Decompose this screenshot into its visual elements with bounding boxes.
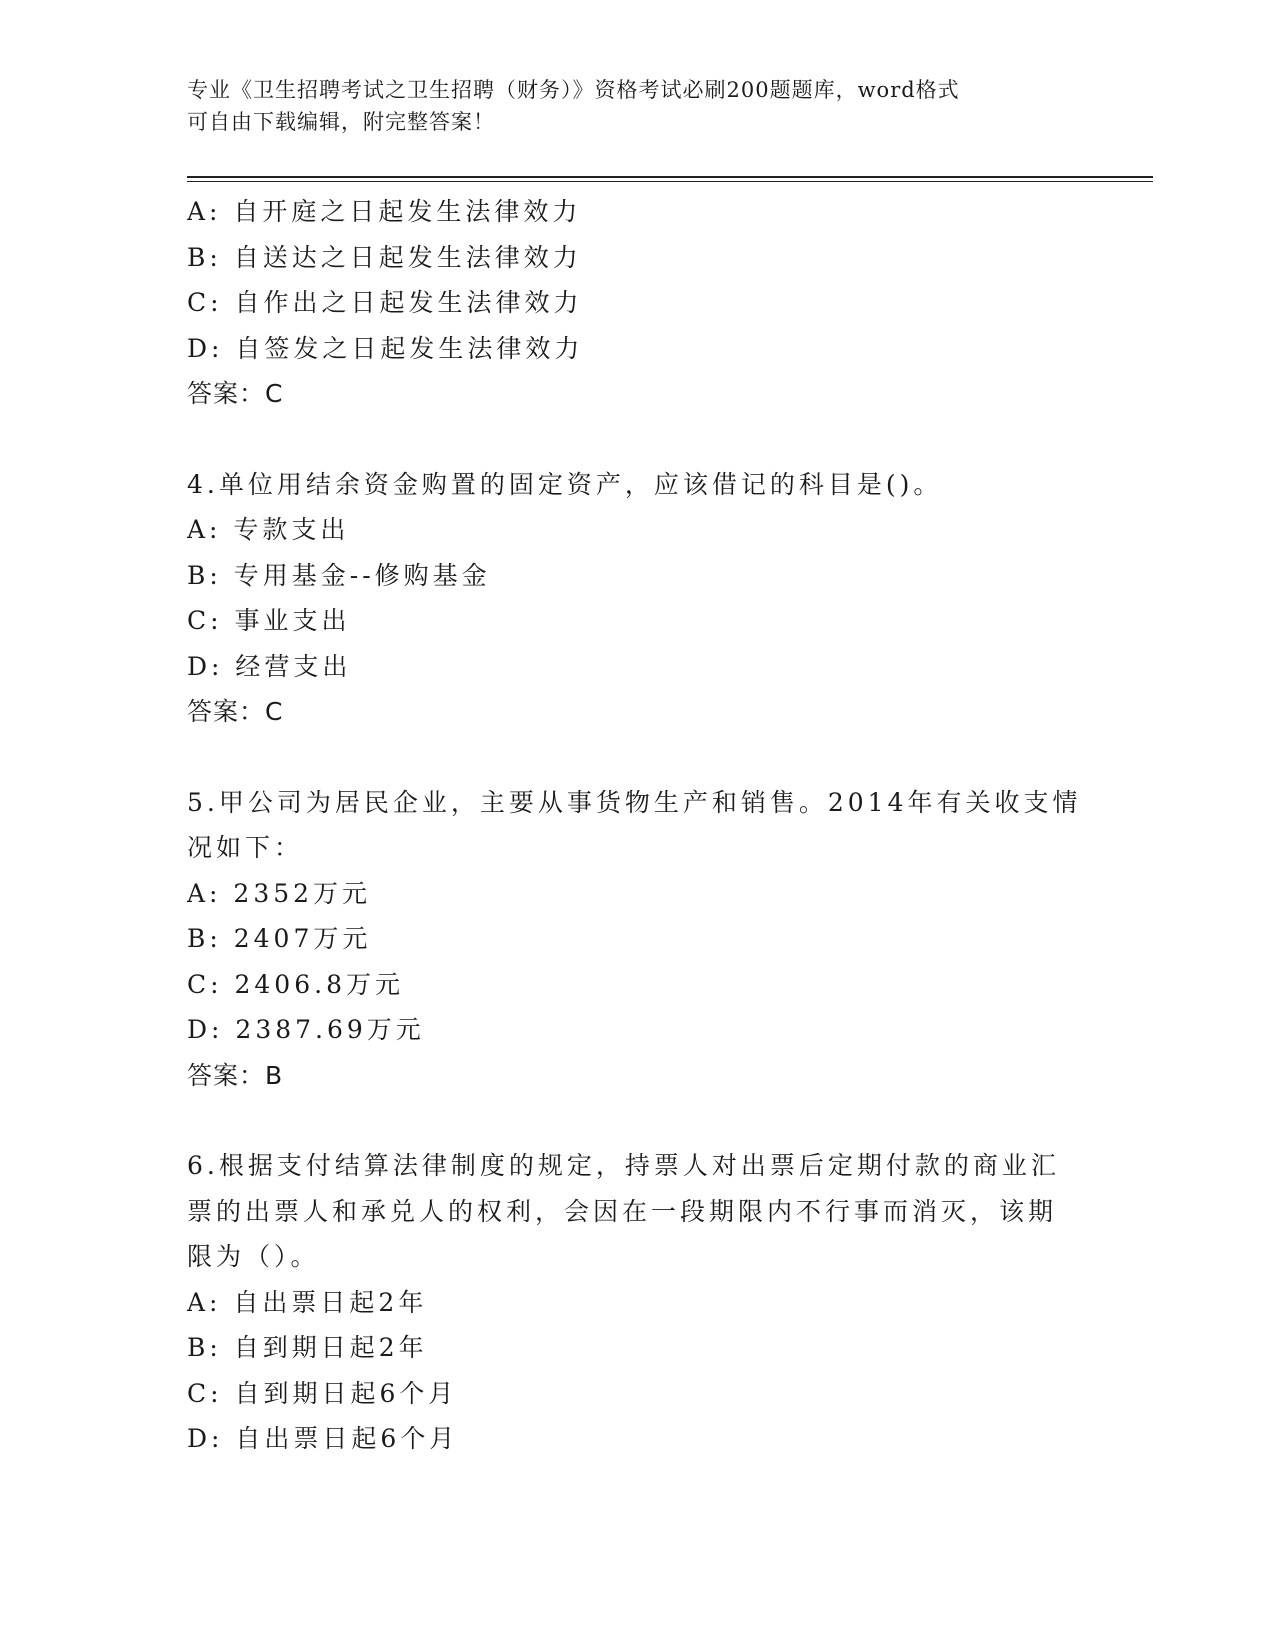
header-title-line-1: 专业《卫生招聘考试之卫生招聘（财务）》资格考试必刷200题题库，word格式 <box>187 78 960 102</box>
option-c: C: 自作出之日起发生法律效力 <box>187 288 583 317</box>
option-a: A: 2352万元 <box>187 878 372 908</box>
question-5 <box>187 780 1082 1099</box>
question-stem-line: 票的出票人和承兑人的权利，会因在一段期限内不行事而消灭，该期 <box>187 1196 1058 1226</box>
header-divider-thin <box>187 181 1153 182</box>
question-stem-line: 况如下： <box>187 833 304 862</box>
option-d: D: 自签发之日起发生法律效力 <box>187 333 584 363</box>
option-b: B: 自送达之日起发生法律效力 <box>187 242 582 272</box>
answer: 答案：C <box>187 697 284 726</box>
spacer <box>187 735 1067 780</box>
question-3 <box>187 189 1067 417</box>
option-b: B: 专用基金--修购基金 <box>187 560 491 590</box>
option-c: C: 事业支出 <box>187 606 351 635</box>
option-c: C: 自到期日起6个月 <box>187 1378 458 1408</box>
option-d: D: 经营支出 <box>187 651 352 681</box>
question-stem-line: 5.甲公司为居民企业，主要从事货物生产和销售。2014年有关收支情 <box>187 787 1082 817</box>
option-a: A: 自开庭之日起发生法律效力 <box>187 197 582 226</box>
option-c: C: 2406.8万元 <box>187 969 404 999</box>
question-stem-line: 4.单位用结余资金购置的固定资产，应该借记的科目是()。 <box>187 469 943 499</box>
header-title-line-2: 可自由下载编辑，附完整答案！ <box>187 110 495 134</box>
question-4 <box>187 462 1067 735</box>
option-d: D: 2387.69万元 <box>187 1015 425 1044</box>
question-stem-line: 6.根据支付结算法律制度的规定，持票人对出票后定期付款的商业汇 <box>187 1151 1060 1180</box>
option-b: B: 自到期日起2年 <box>187 1333 428 1362</box>
option-a: A: 专款支出 <box>187 515 350 544</box>
question-stem-line: 限为（）。 <box>187 1242 320 1271</box>
option-a: A: 自出票日起2年 <box>187 1287 428 1317</box>
answer: 答案：C <box>187 379 284 408</box>
option-d: D: 自出票日起6个月 <box>187 1424 459 1453</box>
document-header <box>187 74 1067 138</box>
question-6 <box>187 1143 1067 1462</box>
spacer <box>187 417 1067 462</box>
option-b: B: 2407万元 <box>187 924 372 953</box>
spacer <box>187 1098 1067 1143</box>
answer: 答案：B <box>187 1060 284 1090</box>
header-divider-thick <box>187 176 1153 178</box>
question-list <box>187 189 1082 1462</box>
